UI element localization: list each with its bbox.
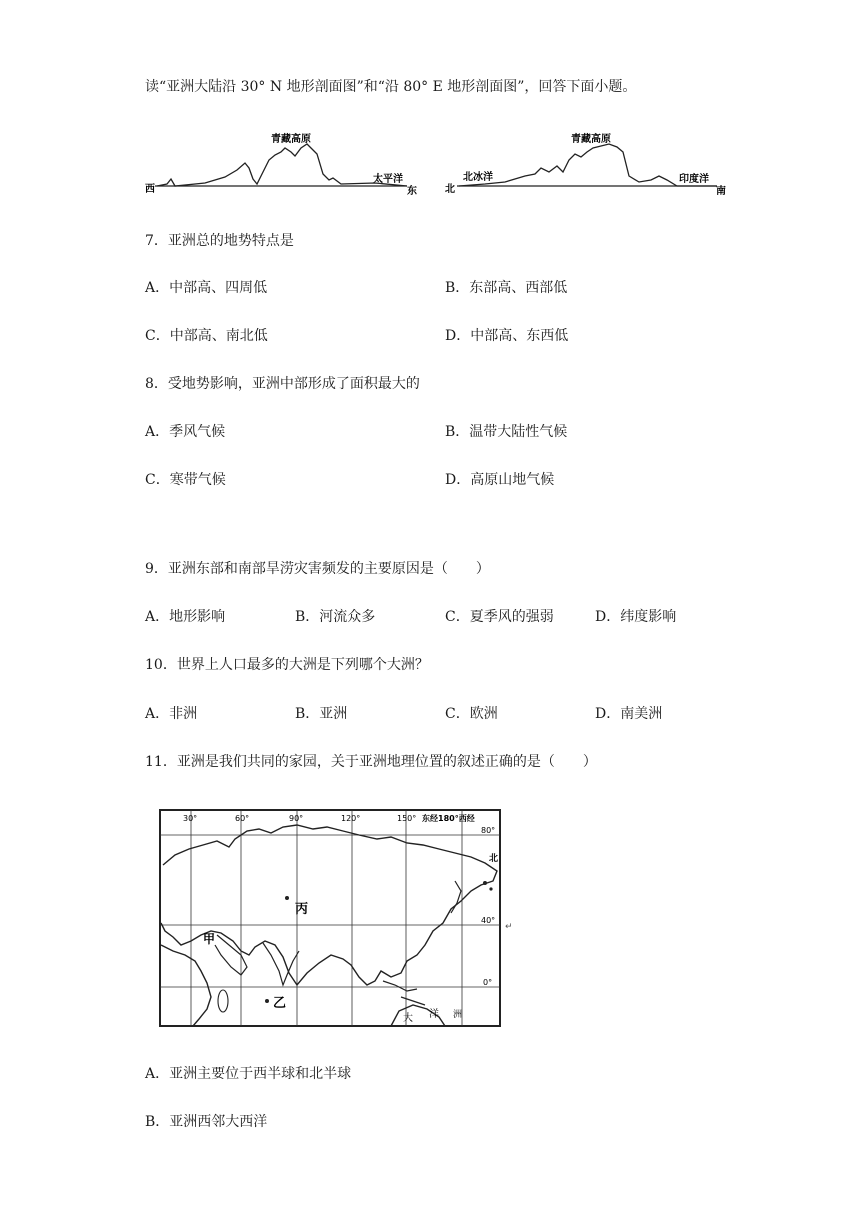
lon-label-60: 60° (235, 814, 250, 823)
return-mark: ↵ (505, 922, 513, 932)
q8-option-c[interactable]: C．寒带气候 (145, 472, 226, 488)
profile2-south-label: 南 (716, 186, 726, 197)
region-bing: 丙 (295, 902, 309, 917)
asia-map-figure (155, 805, 520, 1030)
profile2-arctic-label: 北冰洋 (463, 172, 493, 183)
q8-option-d[interactable]: D．高原山地气候 (445, 472, 555, 488)
profile1-west-label: 西 (145, 184, 155, 195)
question-11-stem: 11．亚洲是我们共同的家园，关于亚洲地理位置的叙述正确的是（ ） (145, 754, 597, 770)
q7-option-b[interactable]: B．东部高、西部低 (445, 280, 568, 296)
region-yi: 乙 (273, 996, 287, 1011)
ocean-char-da: 大 (403, 1013, 413, 1024)
q9-option-d[interactable]: D．纬度影响 (595, 609, 677, 625)
ocean-char-zhou: 洲 (453, 1010, 463, 1020)
ocean-char-yang: 洋 (429, 1009, 439, 1020)
lon-label-30: 30° (183, 814, 198, 823)
lat-label-40: 40° (481, 916, 496, 925)
q10-option-c[interactable]: C．欧洲 (445, 706, 498, 722)
profile2-indian-label: 印度洋 (679, 174, 709, 185)
side-label-north: 北 (489, 854, 499, 864)
q9-option-c[interactable]: C．夏季风的强弱 (445, 609, 554, 625)
profile2-peak-label: 青藏高原 (571, 134, 611, 145)
profile1-ocean-label: 太平洋 (373, 174, 403, 185)
q10-option-b[interactable]: B．亚洲 (295, 706, 348, 722)
region-jia: 甲 (203, 932, 216, 946)
corner-label: 东经180°西经 (422, 814, 475, 823)
lat-label-80: 80° (481, 826, 496, 835)
question-10-stem: 10．世界上人口最多的大洲是下列哪个大洲？ (145, 657, 429, 673)
lon-label-120: 120° (341, 814, 361, 823)
question-8-stem: 8．受地势影响，亚洲中部形成了面积最大的 (145, 376, 420, 392)
q9-option-b[interactable]: B．河流众多 (295, 609, 376, 625)
q10-option-a[interactable]: A．非洲 (145, 706, 198, 722)
q8-option-a[interactable]: A．季风气候 (145, 424, 226, 440)
q10-option-d[interactable]: D．南美洲 (595, 706, 663, 722)
profile1-east-label: 东 (407, 186, 417, 197)
question-9-stem: 9．亚洲东部和南部旱涝灾害频发的主要原因是（ ） (145, 561, 490, 577)
lat-label-0: 0° (483, 978, 493, 987)
q11-option-b[interactable]: B．亚洲西邻大西洋 (145, 1114, 268, 1130)
lon-label-90: 90° (289, 814, 304, 823)
profile1-peak-label: 青藏高原 (271, 134, 311, 145)
q9-option-a[interactable]: A．地形影响 (145, 609, 226, 625)
profile-30n-figure (145, 130, 420, 198)
profile2-north-label: 北 (445, 184, 455, 195)
profile-80e-figure (445, 130, 730, 198)
q7-option-d[interactable]: D．中部高、东西低 (445, 328, 569, 344)
intro-text: 读“亚洲大陆沿 30° N 地形剖面图”和“沿 80° E 地形剖面图”，回答下面小题。 (145, 79, 637, 95)
q8-option-b[interactable]: B．温带大陆性气候 (445, 424, 568, 440)
question-7-stem: 7．亚洲总的地势特点是 (145, 233, 294, 249)
q11-option-a[interactable]: A．亚洲主要位于西半球和北半球 (145, 1066, 352, 1082)
q7-option-c[interactable]: C．中部高、南北低 (145, 328, 268, 344)
lon-label-150: 150° (397, 814, 417, 823)
q7-option-a[interactable]: A．中部高、四周低 (145, 280, 268, 296)
